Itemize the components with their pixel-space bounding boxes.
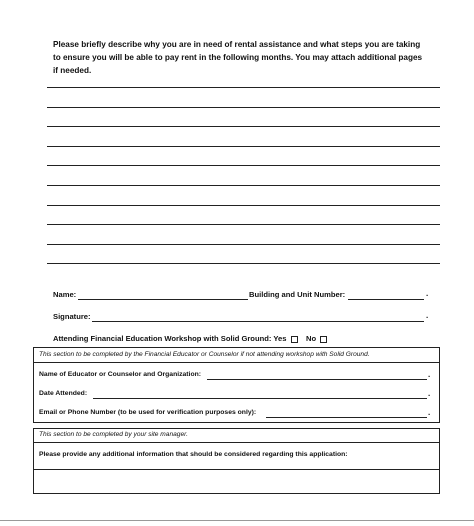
educator-section-note: This section to be completed by the Financial Educator or Counselor if not attending workshop with Solid Ground. [39, 351, 370, 358]
no-label: No [306, 334, 317, 343]
signature-label: Signature: [53, 312, 91, 321]
building-unit-label: Building and Unit Number: [249, 290, 346, 299]
answer-line[interactable] [47, 263, 440, 264]
name-field[interactable] [78, 299, 248, 300]
page-bottom-edge [0, 520, 474, 521]
no-checkbox[interactable] [320, 336, 327, 343]
answer-line[interactable] [47, 126, 440, 127]
answer-line[interactable] [47, 87, 440, 88]
yes-checkbox[interactable] [291, 336, 298, 343]
period-mark: . [426, 289, 429, 298]
site-manager-section-divider [33, 442, 440, 443]
additional-info-label: Please provide any additional information that should be considered regarding this application: [39, 451, 348, 458]
contact-label: Email or Phone Number (to be used for verification purposes only): [39, 409, 257, 416]
answer-line[interactable] [47, 224, 440, 225]
educator-name-org-label: Name of Educator or Counselor and Organization: [39, 371, 202, 378]
answer-line[interactable] [47, 205, 440, 206]
answer-line[interactable] [47, 165, 440, 166]
site-manager-section-note: This section to be completed by your site manager. [39, 431, 188, 438]
period-mark: . [428, 408, 431, 417]
signature-field[interactable] [92, 321, 424, 322]
period-mark: . [426, 311, 429, 320]
period-mark: . [428, 389, 431, 398]
name-label: Name: [53, 290, 77, 299]
answer-line[interactable] [47, 244, 440, 245]
educator-section-divider [33, 362, 440, 363]
answer-line[interactable] [47, 107, 440, 108]
rental-assistance-question: Please briefly describe why you are in need of rental assistance and what steps you are taking to ensure you will be able to pay rent in the following months. You may attach additional pages if needed. [53, 40, 423, 75]
answer-line[interactable] [47, 146, 440, 147]
workshop-question [53, 334, 327, 343]
date-attended-label: Date Attended: [39, 390, 88, 397]
date-attended-field[interactable] [93, 398, 427, 399]
yes-label: Yes [273, 334, 287, 343]
answer-line[interactable] [47, 185, 440, 186]
additional-info-line[interactable] [33, 469, 440, 470]
building-unit-field[interactable] [348, 299, 424, 300]
contact-field[interactable] [266, 417, 427, 418]
educator-name-org-field[interactable] [207, 379, 427, 380]
workshop-label: Attending Financial Education Workshop with Solid Ground: [53, 334, 272, 343]
period-mark: . [428, 370, 431, 379]
